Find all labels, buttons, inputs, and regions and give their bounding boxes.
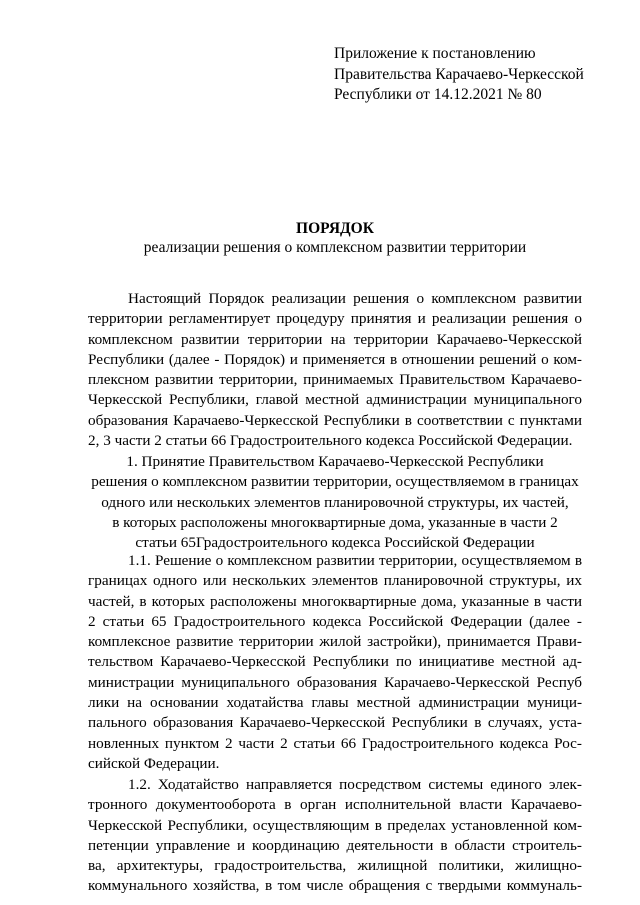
text-line: 2, 3 части 2 статьи 66 Градостроительного кодекса Российской Федерации.	[88, 432, 573, 450]
text-line: частей, в которых расположены многоквартирные дома, указанные в части	[88, 592, 582, 610]
appendix-line: Республики от 14.12.2021 № 80	[334, 86, 542, 103]
text-line: комплексном развитии территории на территории Карачаево-Черкесской	[88, 330, 582, 348]
text-line: в которых расположены многоквартирные дома, указанные в части 2	[112, 513, 558, 531]
document-subtitle: реализации решения о комплексном развитии территории	[143, 239, 527, 256]
paragraph-1-2	[88, 775, 582, 897]
document-title: ПОРЯДОК	[296, 220, 374, 237]
text-line: границах одного или нескольких элементов планировочной структуры, их	[88, 572, 582, 590]
text-line: статьи 65Градостроительного кодекса Российской Федерации	[135, 534, 535, 552]
text-line: Республики (далее - Порядок) и применяется в отношении решений о ком-	[88, 350, 582, 368]
text-line: Черкесской Республики, осуществляющим в пределах установленной ком-	[88, 816, 582, 834]
text-line: коммунального хозяйства, в том числе обращения с твердыми коммуналь-	[88, 877, 582, 895]
text-line: Черкесской Республики, главой местной администрации муниципального	[88, 391, 582, 409]
text-line: плексном развитии территории, принимаемых Правительством Карачаево-	[88, 371, 582, 389]
text-line: ва, архитектуры, градостроительства, жилищной политики, жилищно-	[88, 857, 582, 875]
text-line: комплексное развитие территории жилой застройки), принимается Прави-	[88, 633, 582, 651]
text-line: лики на основании ходатайства главы местной администрации муници-	[88, 694, 582, 712]
paragraph-1-1	[88, 551, 582, 774]
appendix-note	[334, 44, 624, 106]
section-1-heading	[88, 452, 582, 553]
text-line: 1. Принятие Правительством Карачаево-Черкесской Республики	[126, 453, 544, 470]
text-line: Настоящий Порядок реализации решения о комплексном развитии	[128, 290, 582, 307]
text-line: 2 статьи 65 Градостроительного кодекса Российской Федерации (далее -	[88, 612, 582, 630]
text-line: 1.1. Решение о комплексном развитии территории, осуществляемом в	[128, 552, 582, 569]
text-line: тронного документооборота в орган исполнительной власти Карачаево-	[88, 796, 582, 814]
text-line: территории регламентирует процедуру принятия и реализации решения о	[88, 310, 582, 328]
text-line: одного или нескольких элементов планировочной структуры, их частей,	[101, 493, 569, 511]
text-line: тельством Карачаево-Черкесской Республики по инициативе местной ад-	[88, 653, 582, 671]
text-line: 1.2. Ходатайство направляется посредством системы единого элек-	[128, 776, 582, 793]
appendix-line: Правительства Карачаево-Черкесской	[334, 65, 584, 83]
text-line: новленных пунктом 2 части 2 статьи 66 Градостроительного кодекса Рос-	[88, 734, 582, 752]
intro-paragraph	[88, 289, 582, 451]
text-line: министрации муниципального образования Карачаево-Черкесской Респуб	[88, 673, 582, 691]
text-line: образования Карачаево-Черкесской Республики в соответствии с пунктами	[88, 411, 582, 429]
text-line: петенции управление и координацию деятельности в области строитель-	[88, 836, 582, 854]
text-line: решения о комплексном развитии территории, осуществляемом в границах	[91, 473, 579, 491]
appendix-line: Приложение к постановлению	[334, 45, 536, 62]
text-line: сийской Федерации.	[88, 754, 220, 772]
text-line: пального образования Карачаево-Черкесской Республики в случаях, уста-	[88, 714, 582, 732]
